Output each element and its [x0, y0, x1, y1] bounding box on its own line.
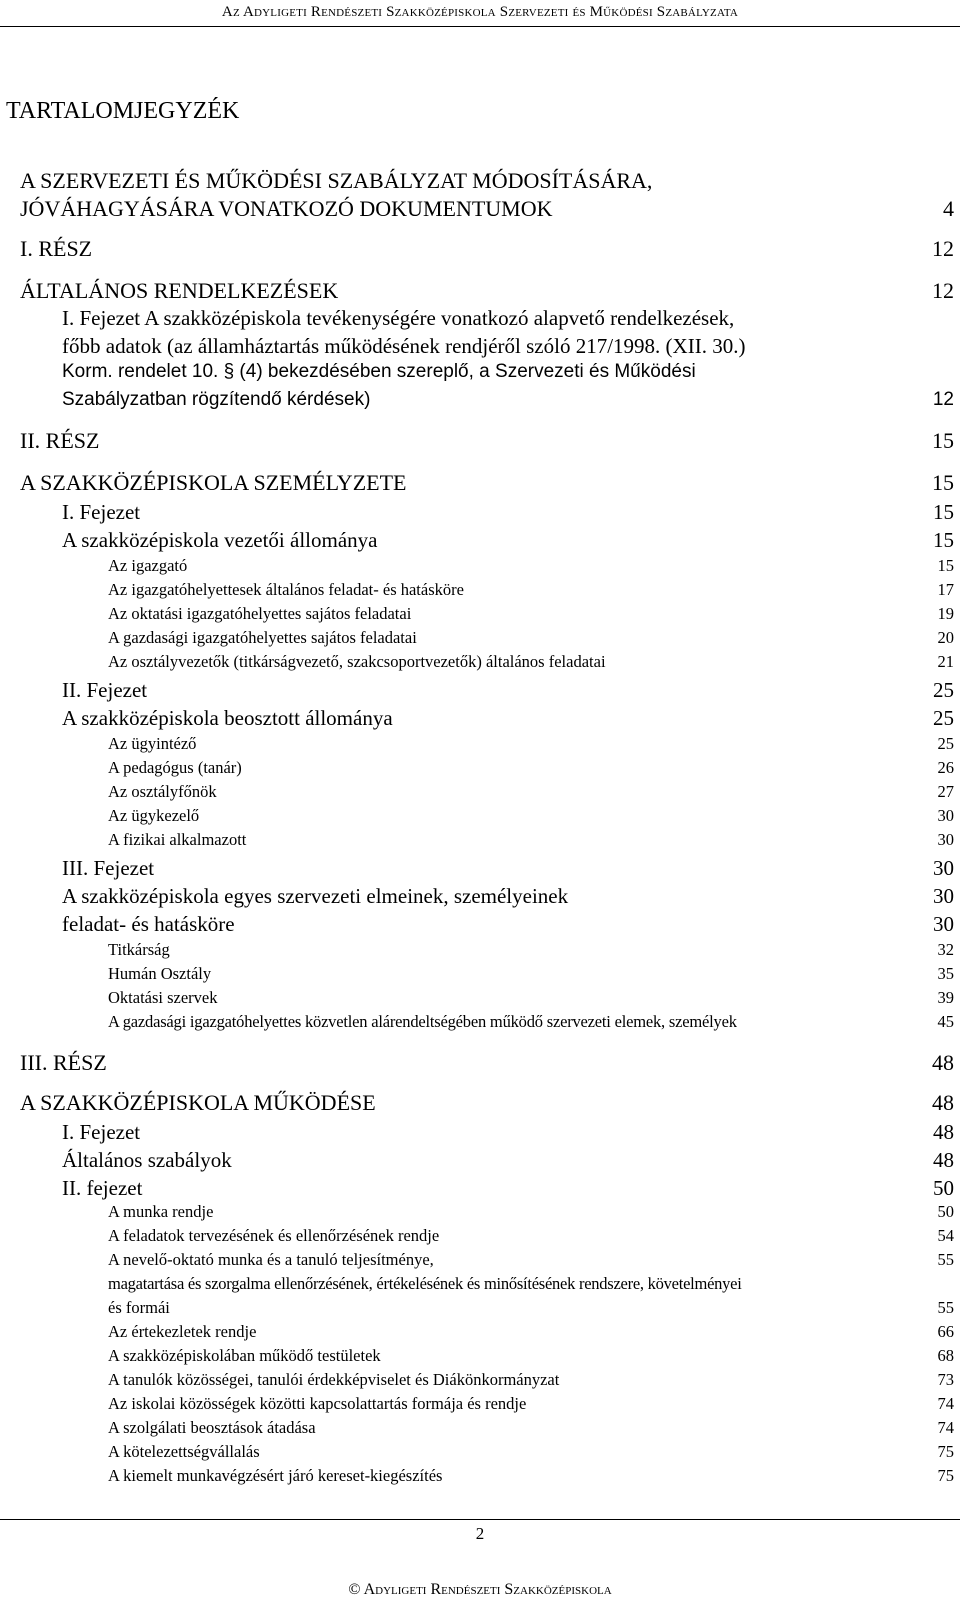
toc-item[interactable] — [108, 1322, 954, 1342]
footer-copyright: © Adyligeti Rendészeti Szakközépiskola — [348, 1581, 612, 1598]
toc-p2-chapter2[interactable] — [62, 678, 954, 703]
toc-entry-label: II. RÉSZ — [20, 428, 100, 453]
toc-item[interactable] — [108, 830, 954, 850]
toc-part-2[interactable] — [20, 428, 954, 454]
toc-entry-label: A kiemelt munkavégzésért járó kereset-kiegészítés — [108, 1466, 443, 1485]
toc-p2-chapter1[interactable] — [62, 500, 954, 525]
toc-page-number: 35 — [937, 964, 954, 983]
toc-title: TARTALOMJEGYZÉK — [6, 98, 240, 124]
toc-page-number: 74 — [937, 1394, 954, 1413]
toc-chapter1-line2: főbb adatok (az államháztartás működésének rendjéről szóló 217/1998. (XII. 30.) — [62, 334, 746, 358]
toc-entry-label: A gazdasági igazgatóhelyettes közvetlen alárendeltségében működő szervezeti elemek, személyek — [108, 1012, 737, 1031]
header-divider — [0, 26, 960, 27]
toc-p3-chapter1-title[interactable] — [62, 1148, 954, 1173]
toc-page-number: 30 — [937, 830, 954, 849]
toc-entry-label: A tanulók közösségei, tanulói érdekképviselet és Diákönkormányzat — [108, 1370, 560, 1389]
toc-entry-label: A kötelezettségvállalás — [108, 1442, 260, 1461]
toc-page-number: 48 — [932, 1090, 954, 1115]
toc-chapter1-line1: I. Fejezet A szakközépiskola tevékenységére vonatkozó alapvető rendelkezések, — [62, 306, 735, 330]
toc-item[interactable] — [108, 964, 954, 984]
toc-page-number: 68 — [937, 1346, 954, 1365]
toc-page-number: 75 — [937, 1466, 954, 1485]
page-number: 2 — [475, 1524, 485, 1543]
toc-entry-label: Oktatási szervek — [108, 988, 218, 1007]
toc-page-number: 32 — [937, 940, 954, 959]
toc-entry-label: Az osztályfőnök — [108, 782, 217, 801]
toc-operation[interactable] — [20, 1090, 954, 1116]
toc-entry-label: A szakközépiskola beosztott állománya — [62, 706, 393, 730]
toc-entry-label: A gazdasági igazgatóhelyettes sajátos feladatai — [108, 628, 417, 647]
toc-page-number: 15 — [932, 428, 954, 453]
toc-entry-label: Az értekezletek rendje — [108, 1322, 257, 1341]
toc-page-number: 48 — [933, 1120, 954, 1144]
toc-page-number: 20 — [937, 628, 954, 647]
toc-item[interactable] — [108, 1442, 954, 1462]
toc-part-1[interactable] — [20, 236, 954, 262]
toc-entry-label: ÁLTALÁNOS RENDELKEZÉSEK — [20, 278, 339, 303]
toc-page-number: 30 — [937, 806, 954, 825]
toc-page-number: 50 — [937, 1202, 954, 1221]
toc-chapter1-entry[interactable] — [62, 389, 954, 411]
toc-page-number: 30 — [933, 856, 954, 880]
toc-page-number: 27 — [937, 782, 954, 801]
toc-entry-label: A nevelő-oktató munka és a tanuló teljesítménye, — [108, 1250, 434, 1269]
toc-item[interactable] — [108, 1012, 954, 1032]
toc-entry-label: A feladatok tervezésének és ellenőrzésének rendje — [108, 1226, 440, 1245]
toc-page-number: 12 — [932, 236, 954, 261]
toc-page-number: 73 — [937, 1370, 954, 1389]
toc-entry-label: II. Fejezet — [62, 678, 148, 702]
toc-page-number: 26 — [937, 758, 954, 777]
toc-entry-label: A szakközépiskola vezetői állománya — [62, 528, 378, 552]
toc-page-number: 50 — [933, 1176, 954, 1200]
toc-entry-label: Az oktatási igazgatóhelyettes sajátos feladatai — [108, 604, 412, 623]
running-header: Az Adyligeti Rendészeti Szakközépiskola Szervezeti és Működési Szabályzata — [221, 4, 739, 20]
toc-page-number: 55 — [937, 1250, 954, 1269]
toc-entry-label: III. RÉSZ — [20, 1050, 107, 1075]
toc-entry-label: Az igazgató — [108, 556, 188, 575]
toc-page-number: 25 — [937, 734, 954, 753]
toc-entry-label: A SZAKKÖZÉPISKOLA SZEMÉLYZETE — [20, 470, 407, 495]
toc-entry-label: Az ügykezelő — [108, 806, 200, 825]
toc-page-number: 30 — [933, 884, 954, 908]
toc-item[interactable] — [108, 758, 954, 778]
toc-p2-chapter3[interactable] — [62, 856, 954, 881]
toc-page-number: 54 — [937, 1226, 954, 1245]
toc-p2-chapter2-title[interactable] — [62, 706, 954, 731]
toc-page-number: 12 — [932, 389, 954, 410]
toc-entry-label: A SZAKKÖZÉPISKOLA MŰKÖDÉSE — [20, 1090, 376, 1115]
toc-intro-line1: A SZERVEZETI ÉS MŰKÖDÉSI SZABÁLYZAT MÓDOSÍTÁSÁRA, — [20, 168, 653, 193]
toc-multiline-item[interactable] — [108, 1298, 954, 1318]
toc-p3-chapter2[interactable] — [62, 1176, 954, 1201]
toc-entry-label: Titkárság — [108, 940, 170, 959]
toc-item[interactable] — [108, 652, 954, 672]
toc-page-number: 25 — [933, 706, 954, 730]
toc-page-number: 19 — [937, 604, 954, 623]
toc-item[interactable] — [108, 1370, 954, 1390]
toc-entry-label: II. fejezet — [62, 1176, 143, 1200]
toc-page-number: 75 — [937, 1442, 954, 1461]
toc-page-number: 4 — [943, 196, 954, 221]
toc-entry-label: A szolgálati beosztások átadása — [108, 1418, 316, 1437]
toc-entry-label: A szakközépiskolában működő testületek — [108, 1346, 381, 1365]
toc-page-number: 17 — [937, 580, 954, 599]
toc-p2-chapter1-title[interactable] — [62, 528, 954, 553]
toc-item[interactable] — [108, 580, 954, 600]
toc-intro-entry[interactable] — [20, 196, 954, 222]
toc-item[interactable] — [108, 1250, 954, 1270]
toc-page-number: 21 — [937, 652, 954, 671]
toc-entry-label: I. Fejezet — [62, 1120, 141, 1144]
toc-item[interactable] — [108, 782, 954, 802]
toc-multiline-item-line1: magatartása és szorgalma ellenőrzésének, értékelésének és minősítésének rendszere, követelményei — [108, 1274, 742, 1293]
toc-chapter1-line4: Szabályzatban rögzítendő kérdések) — [62, 389, 371, 410]
toc-entry-label: A munka rendje — [108, 1202, 214, 1221]
toc-entry-label: I. Fejezet — [62, 500, 141, 524]
toc-entry-label: Az igazgatóhelyettesek általános feladat- és hatásköre — [108, 580, 464, 599]
toc-p3-chapter1[interactable] — [62, 1120, 954, 1145]
toc-entry-label: III. Fejezet — [62, 856, 155, 880]
toc-item[interactable] — [108, 940, 954, 960]
toc-entry-label: Az osztályvezetők (titkárságvezető, szakcsoportvezetők) általános feladatai — [108, 652, 606, 671]
toc-item[interactable] — [108, 556, 954, 576]
toc-staff[interactable] — [20, 470, 954, 496]
toc-page-number: 15 — [932, 470, 954, 495]
toc-page-number: 39 — [937, 988, 954, 1007]
toc-entry-label: A szakközépiskola egyes szervezeti elmeinek, személyeinek — [62, 884, 569, 908]
toc-page-number: 30 — [933, 912, 954, 936]
toc-intro-line2: JÓVÁHAGYÁSÁRA VONATKOZÓ DOKUMENTUMOK — [20, 196, 553, 221]
toc-entry-label: I. RÉSZ — [20, 236, 93, 261]
toc-page-number: 15 — [933, 528, 954, 552]
toc-page-number: 55 — [937, 1298, 954, 1317]
toc-p2-chapter3-title2[interactable] — [62, 912, 954, 937]
toc-item[interactable] — [108, 1226, 954, 1246]
toc-item[interactable] — [108, 604, 954, 624]
footer-divider — [0, 1519, 960, 1520]
toc-part-3[interactable] — [20, 1050, 954, 1076]
toc-page-number: 15 — [933, 500, 954, 524]
toc-entry-label: A fizikai alkalmazott — [108, 830, 247, 849]
toc-entry-label: Az iskolai közösségek közötti kapcsolattartás formája és rendje — [108, 1394, 527, 1413]
toc-general-provisions[interactable] — [20, 278, 954, 304]
toc-item[interactable] — [108, 1394, 954, 1414]
toc-entry-label: Humán Osztály — [108, 964, 212, 983]
toc-item[interactable] — [108, 628, 954, 648]
toc-page-number: 15 — [937, 556, 954, 575]
toc-item[interactable] — [108, 1466, 954, 1486]
toc-item[interactable] — [108, 988, 954, 1008]
toc-item[interactable] — [108, 1202, 954, 1222]
toc-entry-label: feladat- és hatásköre — [62, 912, 235, 936]
toc-p2-chapter3-title1[interactable] — [62, 884, 954, 909]
toc-page-number: 12 — [932, 278, 954, 303]
toc-item[interactable] — [108, 1418, 954, 1438]
toc-page-number: 48 — [932, 1050, 954, 1075]
toc-multiline-item-line2: és formái — [108, 1298, 170, 1317]
toc-page-number: 45 — [937, 1012, 954, 1031]
toc-item[interactable] — [108, 734, 954, 754]
toc-item[interactable] — [108, 806, 954, 826]
toc-entry-label: Az ügyintéző — [108, 734, 197, 753]
toc-page-number: 48 — [933, 1148, 954, 1172]
toc-page-number: 74 — [937, 1418, 954, 1437]
toc-entry-label: A pedagógus (tanár) — [108, 758, 242, 777]
toc-entry-label: Általános szabályok — [62, 1148, 232, 1172]
toc-item[interactable] — [108, 1346, 954, 1366]
toc-page-number: 25 — [933, 678, 954, 702]
toc-chapter1-line3: Korm. rendelet 10. § (4) bekezdésében szereplő, a Szervezeti és Működési — [62, 361, 696, 382]
toc-page-number: 66 — [937, 1322, 954, 1341]
